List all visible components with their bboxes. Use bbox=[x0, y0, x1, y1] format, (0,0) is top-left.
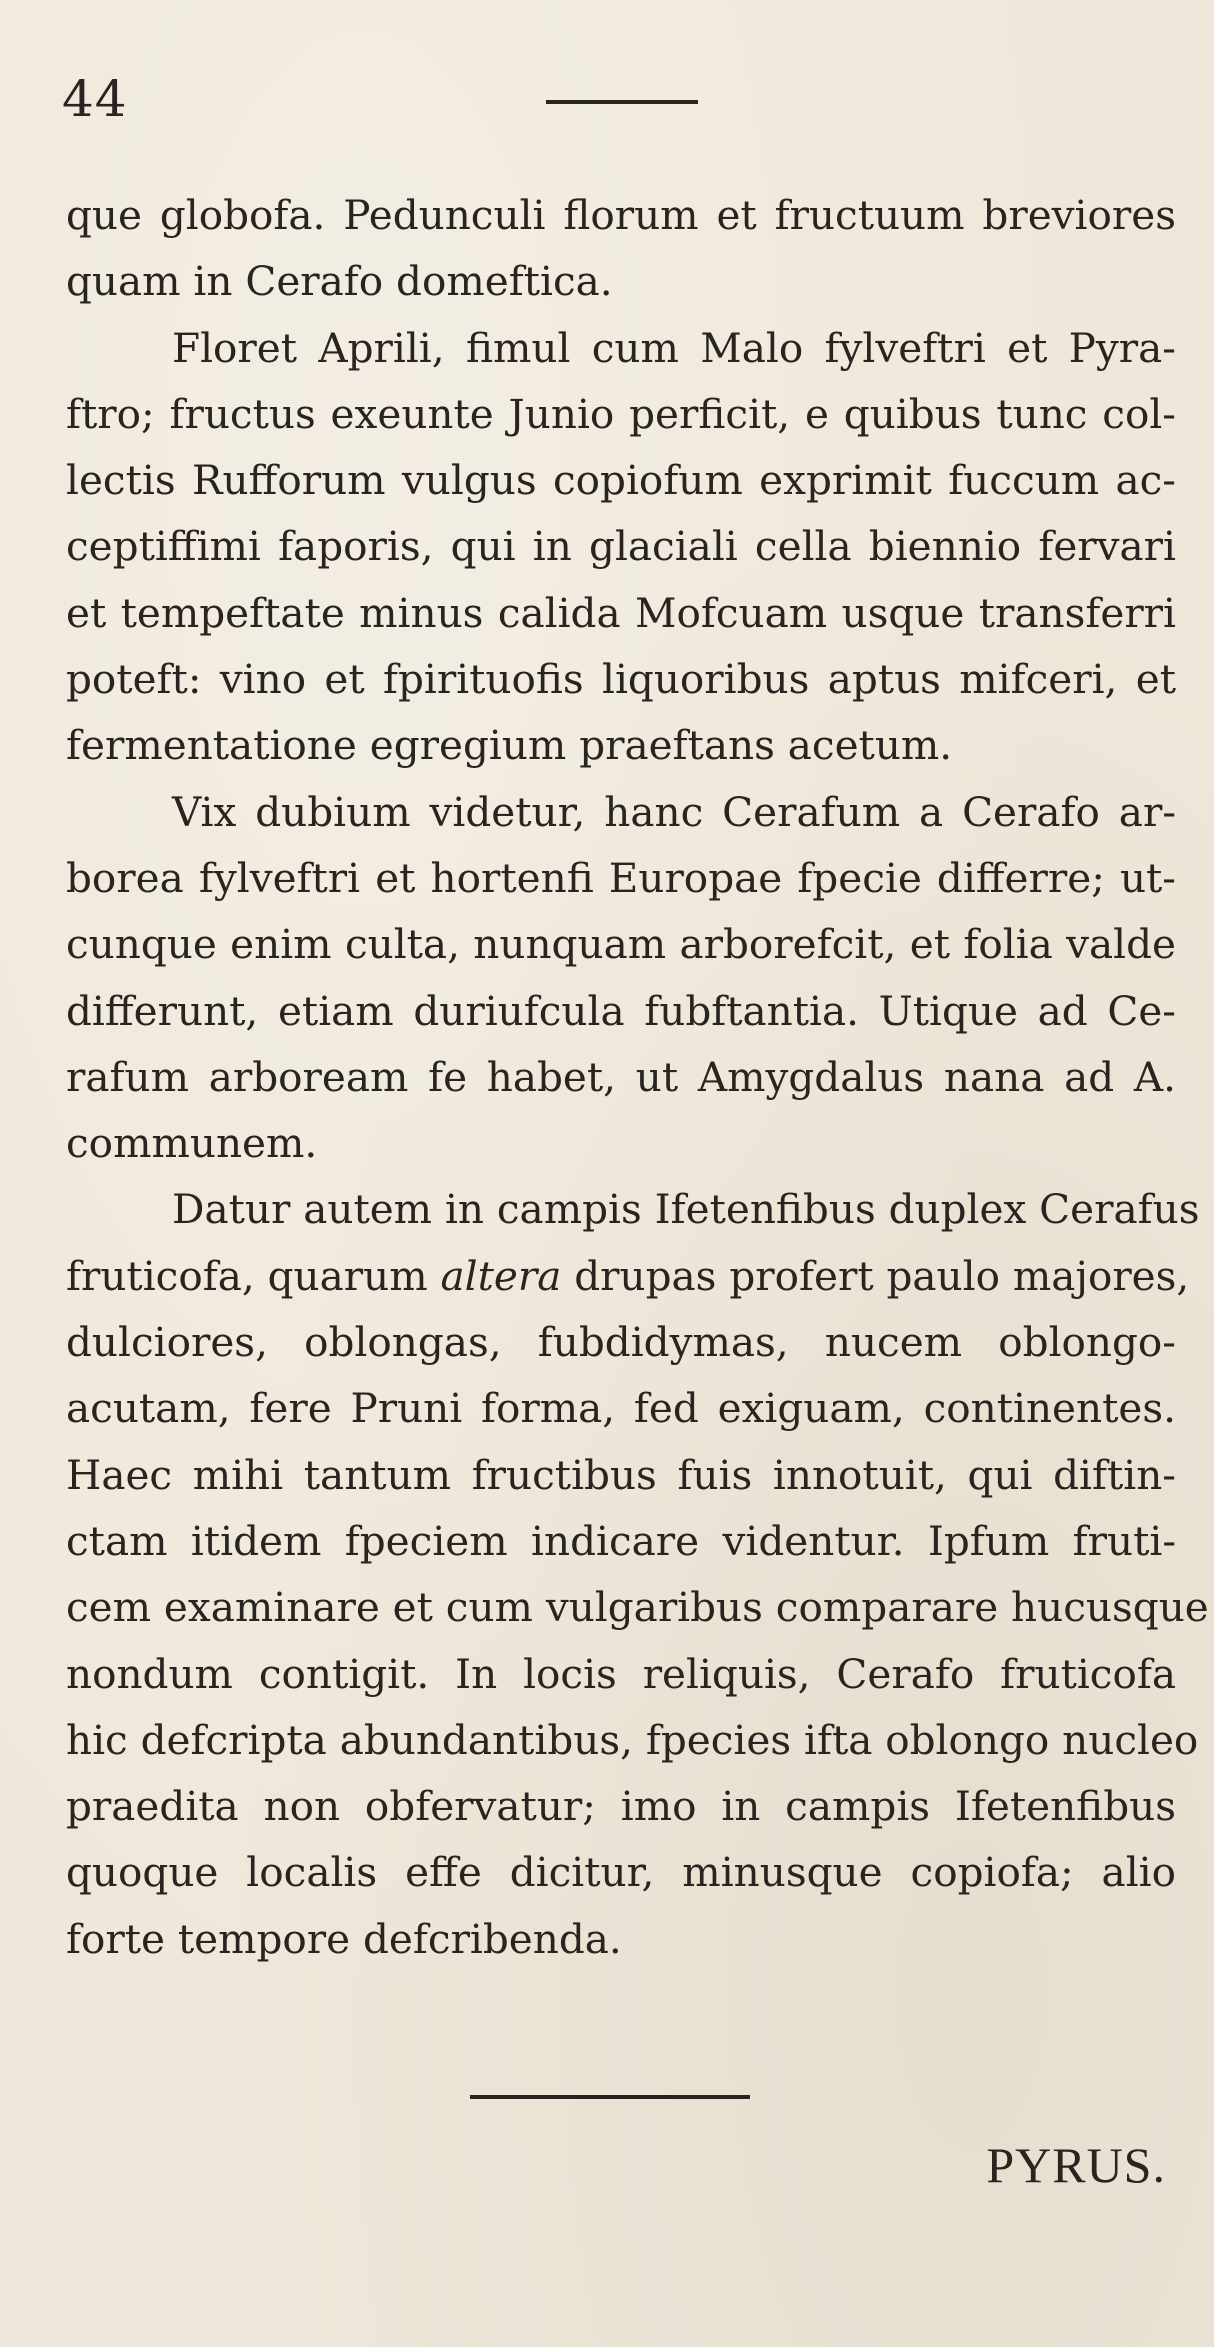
text-line: ceptiffimi faporis, qui in glaciali cella biennio fervari bbox=[66, 522, 1176, 571]
text-line: Datur autem in campis Ifetenfibus duplex Cerafus bbox=[172, 1185, 1200, 1234]
italic-word: altera bbox=[440, 1251, 562, 1300]
text-line: borea fylveftri et hortenfi Europae fpecie differre; ut- bbox=[66, 853, 1176, 902]
text-line: ftro; fructus exeunte Junio perficit, e quibus tunc col- bbox=[66, 389, 1176, 438]
text-line: rafum arboream fe habet, ut Amygdalus nana ad A. bbox=[66, 1052, 1176, 1101]
text-line: dulciores, oblongas, fubdidymas, nucem oblongo- bbox=[66, 1318, 1176, 1367]
body-text bbox=[66, 182, 1209, 1972]
text-line: nondum contigit. In locis reliquis, Cerafo fruticofa bbox=[66, 1649, 1176, 1698]
text-line: forte tempore defcribenda. bbox=[66, 1914, 622, 1963]
catchword: PYRUS. bbox=[986, 2137, 1166, 2193]
text-line: ctam itidem fpeciem indicare videntur. Ipfum fruti- bbox=[66, 1516, 1176, 1565]
text-line: Vix dubium videtur, hanc Cerafum a Cerafo ar- bbox=[172, 787, 1176, 836]
text-fragment: drupas profert paulo majores, bbox=[574, 1251, 1190, 1300]
text-line: cem examinare et cum vulgaribus comparare hucusque bbox=[66, 1583, 1209, 1632]
text-line: quoque localis effe dicitur, minusque copiofa; alio bbox=[66, 1848, 1176, 1897]
text-line: quam in Cerafo domeftica. bbox=[66, 257, 613, 306]
text-line: cunque enim culta, nunquam arborefcit, et folia valde bbox=[66, 920, 1176, 969]
text-line: praedita non obfervatur; imo in campis Ifetenfibus bbox=[66, 1782, 1176, 1831]
text-line: poteft: vino et fpirituofis liquoribus aptus mifceri, et bbox=[66, 655, 1176, 704]
text-line: acutam, fere Pruni forma, fed exiguam, continentes. bbox=[66, 1384, 1176, 1433]
text-line: lectis Rufforum vulgus copiofum exprimit fuccum ac- bbox=[66, 456, 1176, 505]
text-fragment: fruticofa, quarum bbox=[66, 1251, 428, 1300]
text-line: et tempeftate minus calida Mofcuam usque transferri bbox=[66, 588, 1176, 637]
text-line-mixed bbox=[66, 1243, 1190, 1309]
text-line: differunt, etiam duriufcula fubftantia. Utique ad Ce- bbox=[66, 986, 1176, 1035]
text-line: que globofa. Pedunculi florum et fructuum breviores bbox=[66, 191, 1176, 239]
text-line: fermentatione egregium praeftans acetum. bbox=[66, 721, 953, 770]
text-line: Haec mihi tantum fructibus fuis innotuit, qui diftin- bbox=[66, 1450, 1176, 1499]
page-number: 44 bbox=[62, 70, 128, 128]
text-line: Floret Aprili, fimul cum Malo fylveftri et Pyra- bbox=[172, 323, 1176, 372]
text-line: communem. bbox=[66, 1119, 318, 1168]
footer-rule bbox=[470, 2095, 750, 2099]
text-line: hic defcripta abundantibus, fpecies ifta oblongo nucleo bbox=[66, 1715, 1199, 1764]
header-rule bbox=[546, 100, 698, 104]
